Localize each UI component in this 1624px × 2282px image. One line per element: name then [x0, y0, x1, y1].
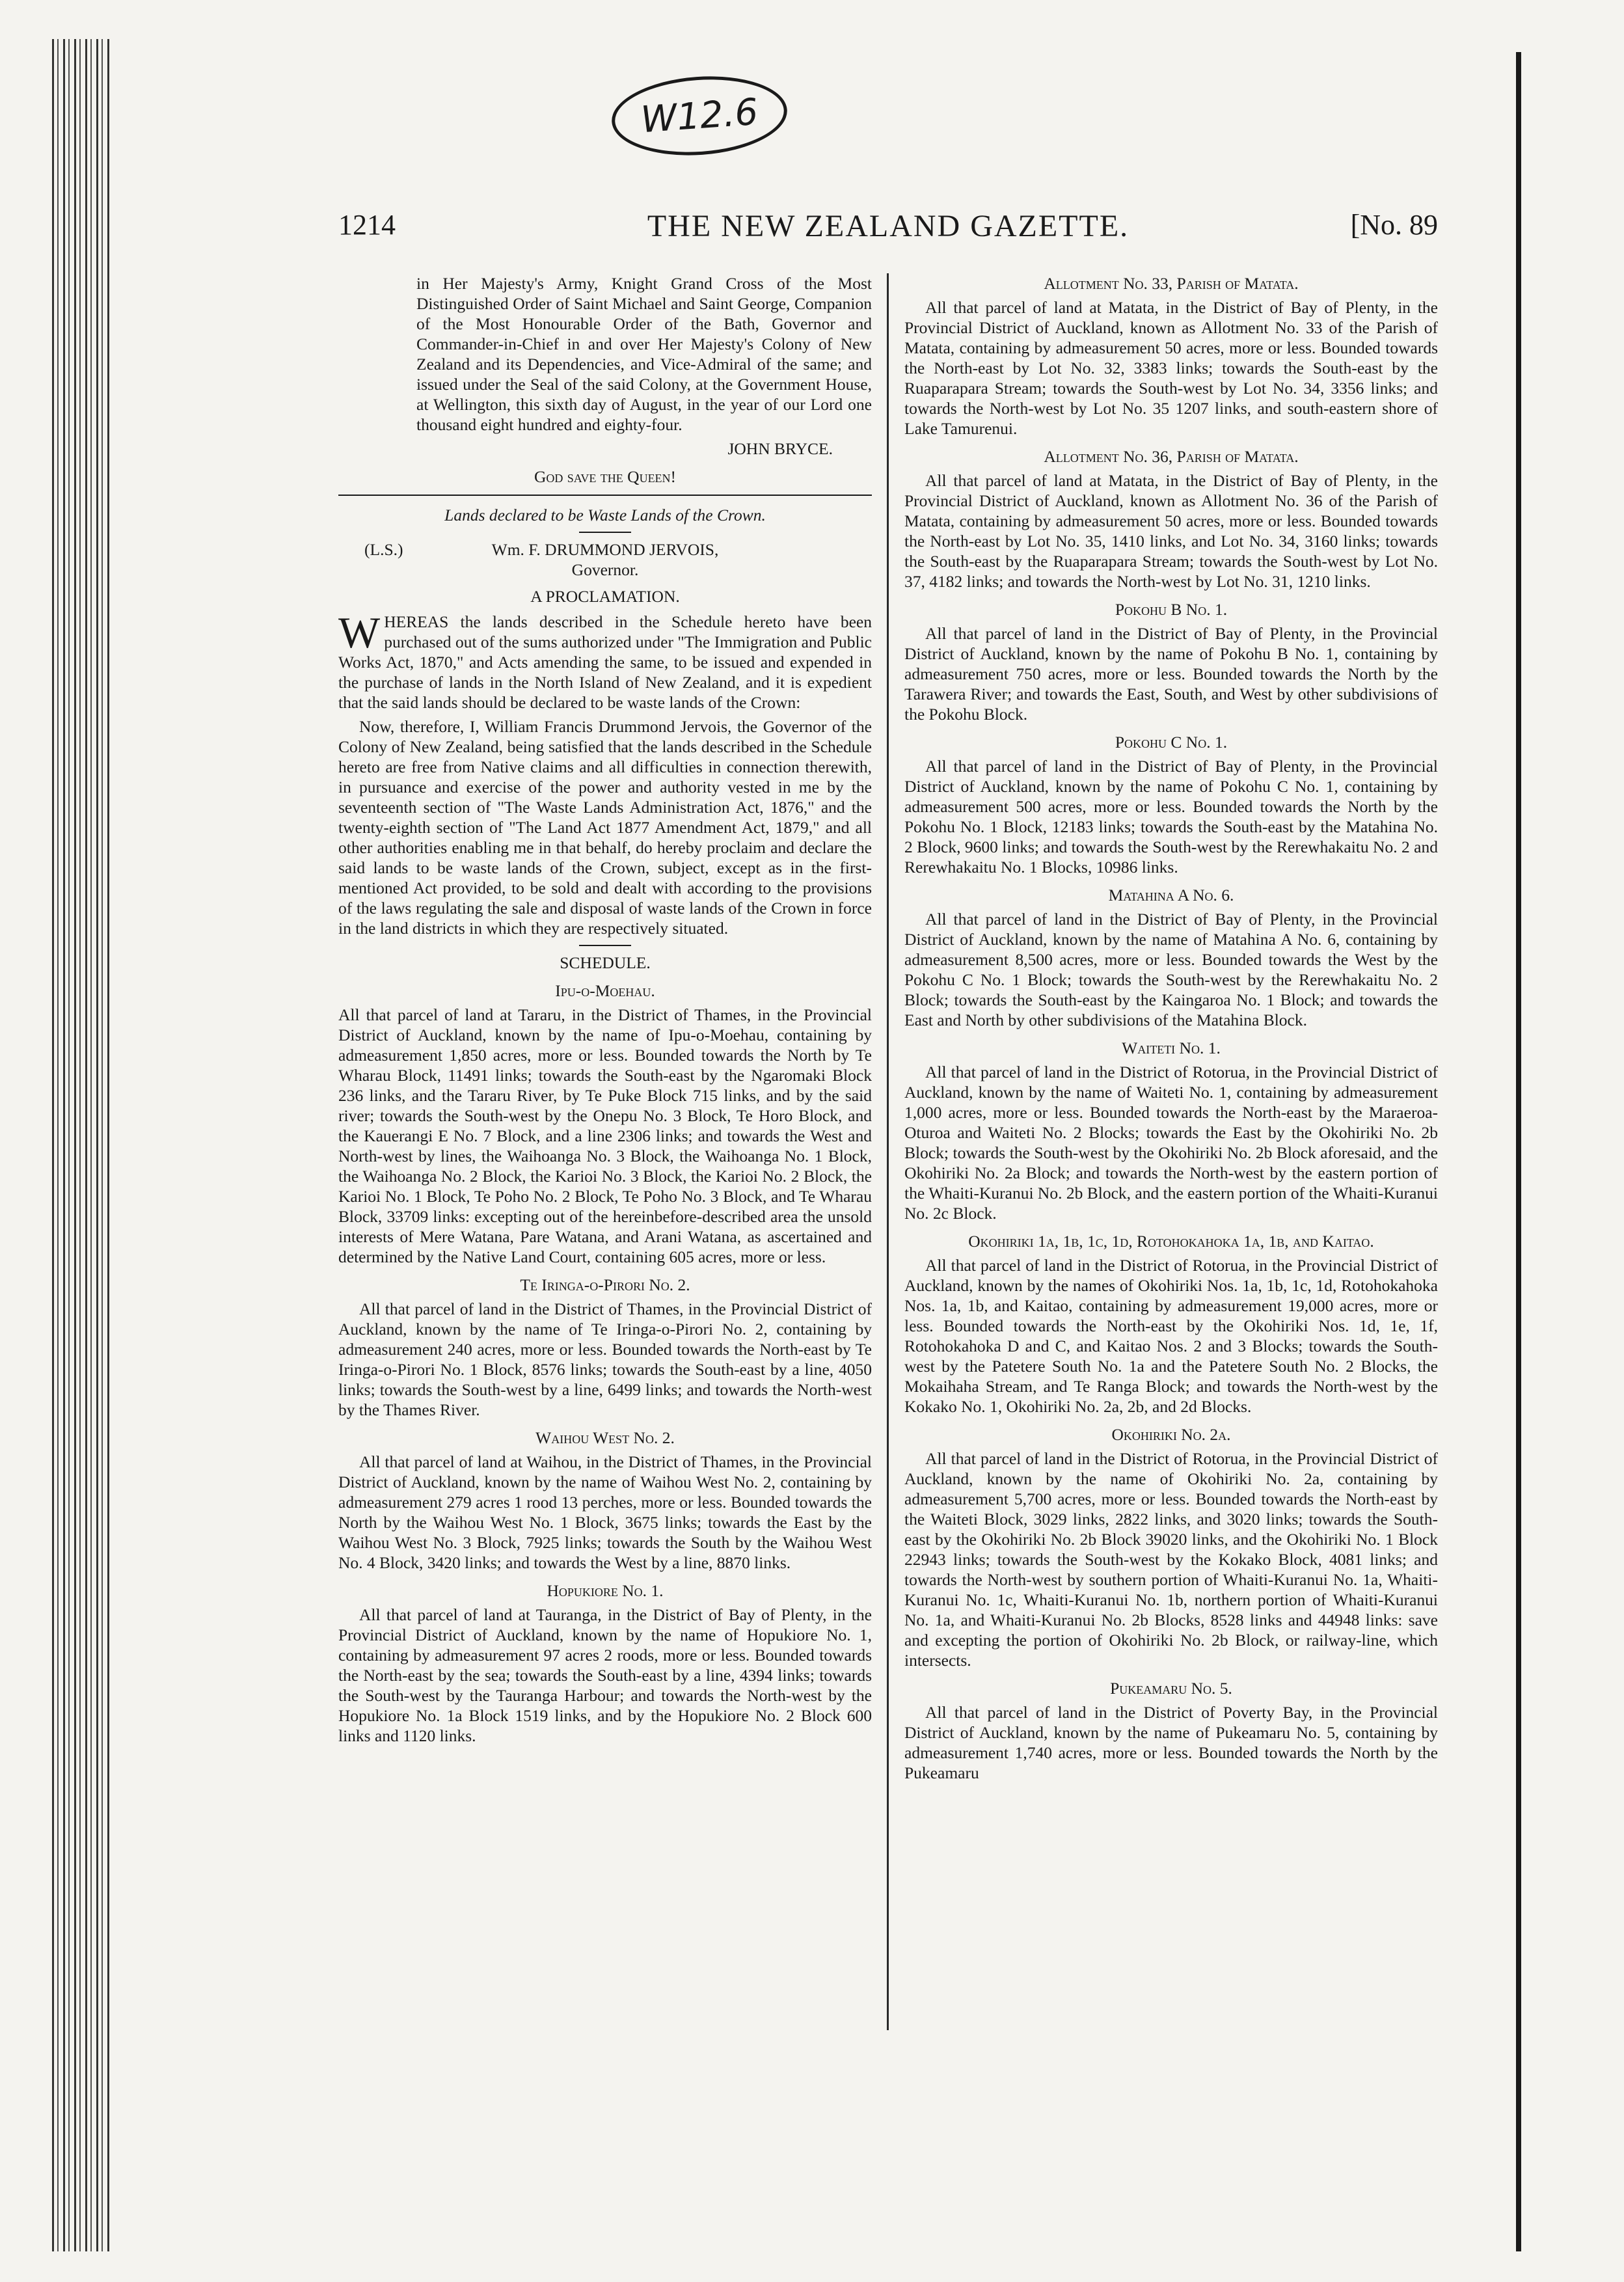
entry-text: All that parcel of land in the District of Rotorua, in the Provincial District of Auckland, known by the names of Okohiriki Nos. 1a, 1b, 1c, 1d, Rotohokahoka Nos. 1a, 1b, and Kaitao, containing by admeasurement 19,000 acres, more or less. Bounded towards the North-east by the Okohiriki Nos. 1d, 1e, 1f, Rotohokahoka D and C, and Kaitao Nos. 2 and 3 Blocks; towards the South-west by the Patetere South No. 1a and the Patetere South No. 2 Blocks, the Mokaihaha Stream, and Te Ranga Block; and towards the North-west by the Kokako No. 1, Okohiriki No. 2a, 2b, and 2d Blocks.: [904, 1256, 1438, 1416]
schedule-heading: SCHEDULE.: [560, 953, 651, 972]
entry-heading: Ipu-o-Moehau.: [555, 981, 655, 1000]
entry-text: All that parcel of land at Tauranga, in the District of Bay of Plenty, in the Provincial District of Auckland, known by the name of Hopukiore No. 1, containing by admeasurement 97 acres 2 roods, more or less. Bounded towards the North-east by the sea; towards the South-east by a line, 4394 links; towards the South-west by the Tauranga Harbour; and towards the North-west by the Hopukiore No. 1a Block 1519 links, and by the Hopukiore No. 2 Block 600 links and 1120 links.: [338, 1605, 872, 1745]
entry-heading: Waiteti No. 1.: [1122, 1039, 1221, 1057]
archive-stamp: [609, 71, 790, 161]
entry-heading: Te Iringa-o-Pirori No. 2.: [520, 1275, 690, 1294]
section-title: Lands declared to be Waste Lands of the Crown.: [444, 506, 766, 524]
governor-name: Wm. F. DRUMMOND JERVOIS,: [491, 540, 719, 559]
issue-number: [No. 89: [1350, 209, 1438, 241]
binding-edge: [52, 39, 111, 2251]
entry-heading: Pokohu B No. 1.: [1115, 600, 1228, 619]
entry-text: All that parcel of land in the District of Rotorua, in the Provincial District of Auckland, known by the name of Waiteti No. 1, containing by admeasurement 1,000 acres, more or less. Bounded towards the North-east by the Maraeroa-Oturoa and Waiteti No. 2 Blocks; towards the East by the Okohiriki No. 2b Block; towards the South-west by the Okohiriki No. 2b Block aforesaid, and the Okohiriki No. 2a Block; and towards the North-west by the eastern portion of the Whaiti-Kuranui No. 2b Block, and the eastern portion of the Whaiti-Kuranui No. 2c Block.: [904, 1063, 1438, 1223]
entry-text: All that parcel of land in the District of Thames, in the Provincial District of Auckland, known by the name of Te Iringa-o-Pirori No. 2, containing by admeasurement 240 acres, more or less. Bounded towards the North-east by Te Iringa-o-Pirori No. 1 Block, 8576 links; towards the South-east by a line, 4050 links; towards the South-west by a line, 6499 links; and towards the North-west by the Thames River.: [338, 1299, 872, 1419]
left-column: [338, 273, 872, 1750]
proclamation-continuation: in Her Majesty's Army, Knight Grand Cross of the Most Distinguished Order of Saint Michael and Saint George, Companion of the Most Honourable Order of the Bath, Governor and Commander-in-Chief in and over Her Majesty's Colony of New Zealand and its Dependencies, and Vice-Admiral of the same; and issued under the Seal of the said Colony, at the Government House, at Wellington, this sixth day of August, in the year of our Lord one thousand eight hundred and eighty-four.: [416, 274, 872, 434]
entry-heading: Allotment No. 36, Parish of Matata.: [1044, 447, 1299, 466]
proclamation-heading: A PROCLAMATION.: [530, 587, 680, 606]
short-rule: [579, 532, 631, 533]
margin-rule: [1516, 52, 1521, 2251]
seal-mark: (L.S.): [364, 540, 403, 559]
entry-text: All that parcel of land at Matata, in the District of Bay of Plenty, in the Provincial District of Auckland, known as Allotment No. 36 of the Parish of Matata, containing by admeasurement 50 acres, more or less. Bounded towards the North-east by Lot No. 35, 1410 links, and Lot No. 34, 3160 links; towards the South-east by the Ruaparapara Stream; towards the South-west by Lot No. 37, 4182 links; and towards the North-west by Lot No. 31, 1210 links.: [904, 471, 1438, 591]
entry-text: All that parcel of land in the District of Bay of Plenty, in the Provincial District of Auckland, known by the name of Pokohu C No. 1, containing by admeasurement 500 acres, more or less. Bounded towards the North by the Pokohu No. 1 Block, 12183 links; towards the South-east by the Matahina No. 2 Block, 9600 links; and towards the South-west by the Rerewhakaitu No. 2 and Rerewhakaitu No. 1 Blocks, 10986 links.: [904, 757, 1438, 876]
signature: JOHN BRYCE.: [727, 439, 833, 458]
entry-text: All that parcel of land in the District of Bay of Plenty, in the Provincial District of Auckland, known by the name of Matahina A No. 6, containing by admeasurement 8,500 acres, more or less. Bounded towards the West by the Pokohu C No. 1 Block; towards the South-west by the Rerewhakaitu No. 2 Block; towards the South-east by the Kaingaroa No. 1 Block; and towards the East and North by other subdivisions of the Matahina Block.: [904, 910, 1438, 1029]
entry-text: All that parcel of land at Waihou, in the District of Thames, in the Provincial District of Auckland, known by the name of Waihou West No. 2, containing by admeasurement 279 acres 1 rood 13 perches, more or less. Bounded towards the North by the Waihou West No. 1 Block, 3675 links; towards the East by the Waihou West No. 3 Block, 7925 links; towards the South by the Waihou West No. 4 Block, 3420 links; and towards the West by a line, 8870 links.: [338, 1452, 872, 1572]
governor-block: [338, 539, 872, 580]
whereas-paragraph: WHEREAS the lands described in the Schedule hereto have been purchased out of the sums authorized under "The Immigration and Public Works Act, 1870," and Acts amending the same, to be issued and expended in the purchase of lands in the North Island of New Zealand, and it is expedient that the said lands should be declared to be waste lands of the Crown:: [338, 608, 872, 712]
entry-heading: Waihou West No. 2.: [535, 1428, 675, 1447]
entry-text: All that parcel of land in the District of Poverty Bay, in the Provincial District of Auckland, known by the name of Pukeamaru No. 5, containing by admeasurement 1,740 acres, more or less. Bounded towards the North by the Pukeamaru: [904, 1703, 1438, 1782]
now-therefore-paragraph: Now, therefore, I, William Francis Drummond Jervois, the Governor of the Colony of New Zealand, being satisfied that the lands described in the Schedule hereto are free from Native claims and all difficulties in connection therewith, in pursuance and exercise of the power and authority vested in me by the seventeenth section of "The Waste Lands Administration Act, 1876," and the twenty-eighth section of "The Land Act 1877 Amendment Act, 1879," and all other authorities enabling me in that behalf, do hereby proclaim and declare the said lands to be waste lands of the Crown, subject, except as in the first-mentioned Act provided, to be sold and dealt with according to the provisions of the laws regulating the sale and disposal of waste lands of the Crown in force in the land districts in which they are respectively situated.: [338, 717, 872, 938]
governor-title: Governor.: [571, 560, 639, 579]
entry-text: All that parcel of land at Matata, in the District of Bay of Plenty, in the Provincial District of Auckland, known as Allotment No. 33 of the Parish of Matata, containing by admeasurement 50 acres, more or less. Bounded towards the North-east by Lot No. 32, 3383 links; towards the South-east by the Ruaparapara Stream; towards the South-west by Lot No. 34, 3356 links; and towards the North-west by Lot No. 35 1207 links, and south-eastern shore of Lake Tamurenui.: [904, 298, 1438, 438]
god-save-the-queen: God save the Queen!: [534, 467, 677, 486]
entry-heading: Pokohu C No. 1.: [1115, 733, 1228, 752]
entry-text: All that parcel of land in the District of Rotorua, in the Provincial District of Auckland, known by the name of Okohiriki No. 2a, containing by admeasurement 5,700 acres, more or less. Bounded towards the North-east by the Waiteti Block, 3029 links, 2822 links, and 3020 links; towards the South-east by the Okohiriki No. 2b Block 39020 links, and the Okohiriki No. 1 Block 22943 links; towards the South-west by the Kokako Block, 4081 links; and towards the North-west by southern portion of Whaiti-Kuranui No. 1a, Whaiti-Kuranui No. 1c, Whaiti-Kuranui No. 1b, northern portion of Whaiti-Kuranui No. 1a, and Whaiti-Kuranui No. 2b Blocks, 8528 links and 44948 links: save and excepting the portion of Okohiriki No. 2b Block, or railway-line, which intersects.: [904, 1449, 1438, 1670]
short-rule: [579, 945, 631, 946]
entry-heading: Hopukiore No. 1.: [547, 1581, 664, 1600]
right-column: [904, 273, 1438, 1787]
page-header: [338, 208, 1438, 260]
entry-heading: Allotment No. 33, Parish of Matata.: [1044, 274, 1299, 293]
entry-heading: Pukeamaru No. 5.: [1110, 1679, 1232, 1698]
entry-heading: Okohiriki 1a, 1b, 1c, 1d, Rotohokahoka 1a, 1b, and Kaitao.: [968, 1232, 1374, 1251]
gazette-title: THE NEW ZEALAND GAZETTE.: [647, 209, 1130, 243]
section-rule: [338, 495, 872, 496]
page-number: 1214: [338, 209, 396, 241]
entry-heading: Matahina A No. 6.: [1108, 886, 1234, 904]
stamp-text: W12.6: [639, 90, 760, 141]
entry-heading: Okohiriki No. 2a.: [1111, 1425, 1231, 1444]
column-divider: [887, 273, 889, 2030]
entry-text: All that parcel of land at Tararu, in the District of Thames, in the Provincial District of Auckland, known by the name of Ipu-o-Moehau, containing by admeasurement 1,850 acres, more or less. Bounded towards the North by Te Wharau Block, 11491 links; towards the South-east by the Ngaromaki Block 236 links, and the Tararu River, by Te Puke Block 715 links, and by the said river; towards the South-west by the Onepu No. 3 Block, Te Horo Block, and the Kauerangi E No. 7 Block, and a line 2306 links; and towards the West and North-west by lines, the Waihoanga No. 3 Block, the Waihoanga No. 1 Block, the Waihoanga No. 2 Block, the Karioi No. 3 Block, the Karioi No. 2 Block, the Karioi No. 1 Block, Te Poho No. 2 Block, Te Poho No. 3 Block, and Te Wharau Block, 33709 links: excepting out of the hereinbefore-described area the unsold interests of Mere Watana, Pare Watana, and Arani Watana, as ascertained and determined by the Native Land Court, containing 605 acres, more or less.: [338, 1005, 872, 1266]
entry-text: All that parcel of land in the District of Bay of Plenty, in the Provincial District of Auckland, known by the name of Pokohu B No. 1, containing by admeasurement 750 acres, more or less. Bounded towards the North by the Tarawera River; and towards the East, South, and West by other subdivisions of the Pokohu Block.: [904, 624, 1438, 724]
